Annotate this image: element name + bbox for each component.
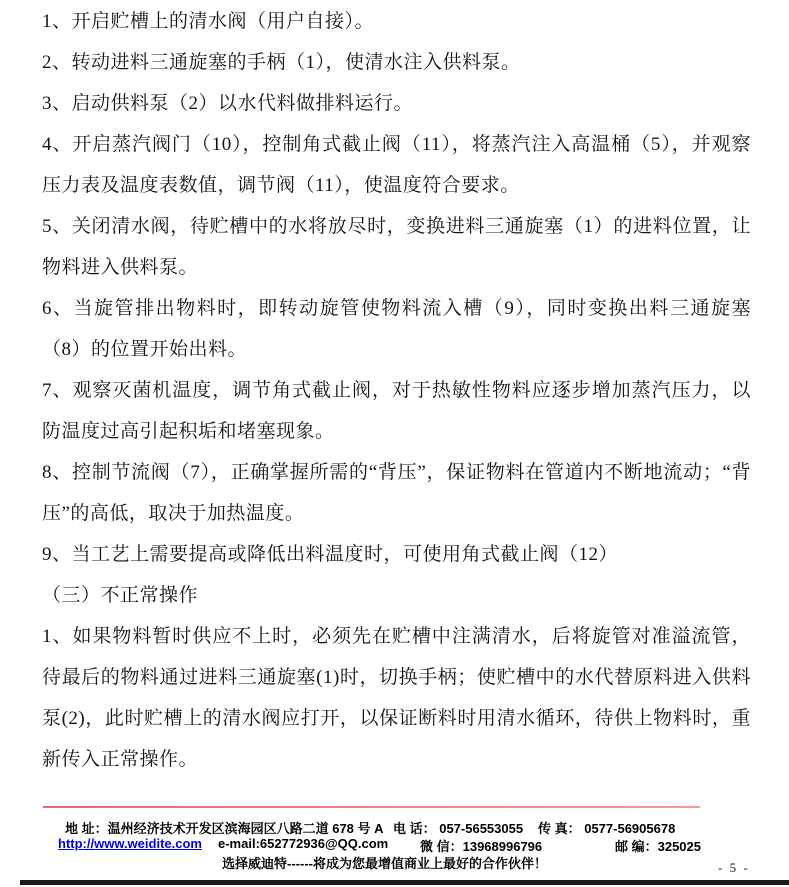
footer-phone: 电 话： 057-56553055: [393, 821, 524, 836]
footer-slogan: 选择威迪特------将成为您最增值商业上最好的合作伙伴！: [222, 856, 547, 871]
footer-website-link[interactable]: http://www.weidite.com: [58, 836, 202, 851]
paragraph: 4、开启蒸汽阀门（10），控制角式截止阀（11），将蒸汽注入高温桶（5），并观察压力表及温度表数值，调节阀（11），使温度符合要求。: [42, 134, 751, 196]
document-body: [42, 1, 751, 780]
footer-divider-line: [43, 806, 700, 808]
footer-fax: 传 真： 0577-56905678: [538, 821, 676, 836]
paragraph: 2、转动进料三通旋塞的手柄（1），使清水注入供料泵。: [42, 52, 521, 73]
footer-address: 地 址：温州经济技术开发区滨海园区八路二道 678 号 A: [65, 821, 384, 836]
paragraph: 9、当工艺上需要提高或降低出料温度时，可使用角式截止阀（12）: [42, 544, 619, 565]
paragraph: 5、关闭清水阀，待贮槽中的水将放尽时，变换进料三通旋塞（1）的进料位置，让物料进入供料泵。: [42, 216, 751, 278]
paragraph: 1、开启贮槽上的清水阀（用户自接）。: [42, 11, 375, 32]
bottom-edge-bar: [20, 880, 789, 885]
footer: [0, 812, 789, 887]
paragraph: 7、观察灭菌机温度，调节角式截止阀，对于热敏性物料应逐步增加蒸汽压力，以防温度过高引起积垢和堵塞现象。: [42, 380, 751, 442]
footer-email: e-mail:652772936@QQ.com: [218, 836, 389, 851]
paragraph: 6、当旋管排出物料时，即转动旋管使物料流入槽（9），同时变换出料三通旋塞（8）的位置开始出料。: [42, 298, 751, 360]
section-heading: （三）不正常操作: [42, 585, 199, 606]
page-number: - 5 -: [718, 860, 750, 875]
paragraph: 3、启动供料泵（2）以水代料做排料运行。: [42, 93, 414, 114]
footer-wechat: 微 信：13968996796: [420, 839, 543, 854]
paragraph: 1、如果物料暂时供应不上时，必须先在贮槽中注满清水，后将旋管对准溢流管，待最后的物料通过进料三通旋塞(1)时，切换手柄；使贮槽中的水代替原料进入供料泵(2)，此时贮槽上的清水阀应打开，以保证断料时用清水循环，待供上物料时，重新传入正常操作。: [42, 626, 751, 770]
footer-postal-code: 邮 编：325025: [615, 839, 701, 854]
paragraph: 8、控制节流阀（7），正确掌握所需的“背压”，保证物料在管道内不断地流动；“背压”的高低，取决于加热温度。: [42, 462, 751, 524]
